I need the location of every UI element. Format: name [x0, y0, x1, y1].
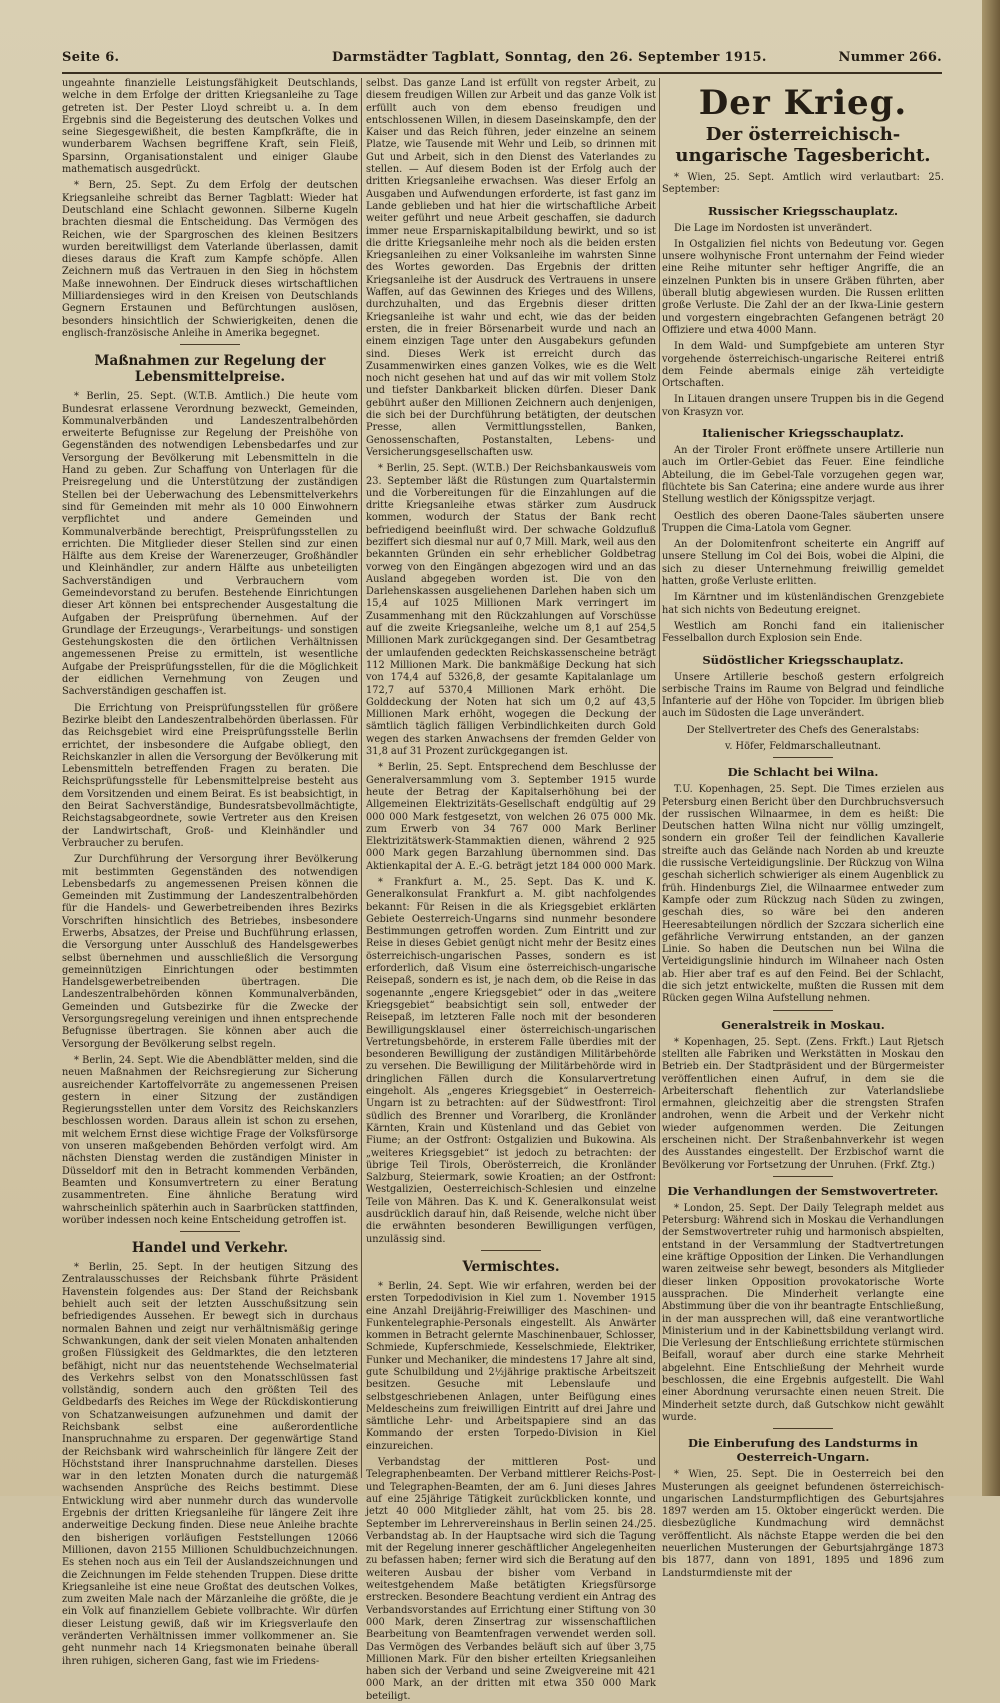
separator: [773, 1010, 833, 1011]
section-italienischer-kriegsschauplatz: Italienischer Kriegsschauplatz.: [702, 426, 904, 441]
article-text: Verbandstag der mittleren Post- und Telegraphenbeamten. Der Verband mittlerer Reichs-Post- und Telegraphen-Beamten, der am 6. Juni dieses Jahres auf eine 25jährige Tätigkeit zurückblicken konnte, und jetzt 40 000 Mitglieder zählt, hat vom 25. bis 28. September im Lehrervereinshaus in Berlin seinen 24./25. Verbandstag ab. In der Hauptsache wird sich die Tagung mit der Regelung innerer geschäftlicher Angelegenheiten zu befassen haben; ferner wird sich die Beratung auf den weiteren Ausbau der bisher vom Verband in weitestgehendem Maße betätigten Kriegsfürsorge erstrecken. Besondere Beachtung verdient ein Antrag des Verbandsvorstandes auf Errichtung einer Stiftung von 30 000 Mark, deren Zinsertrag zur wissenschaftlichen Bearbeitung von Beamtenfragen verwendet werden soll. Das Vermögen des Verbandes beläuft sich auf über 3,75 Millionen Mark. Für den bisher erteilten Kriegsanleihen haben sich der Verband und seine Zweigvereine mit 421 000 Mark, an der dritten mit etwa 350 000 Mark beteiligt.: [366, 1457, 656, 1702]
article-text: Westlich am Ronchi fand ein italienischer Fesselballon durch Explosion sein Ende.: [662, 620, 944, 645]
masthead-date: Darmstädter Tagblatt, Sonntag, den 26. September 1915.: [332, 50, 767, 65]
separator: [773, 1176, 833, 1177]
column-3: [662, 78, 944, 1579]
separator: [481, 1250, 541, 1251]
article-text: * Berlin, 25. Sept. In der heutigen Sitzung des Zentralausschusses der Reichsbank führte Präsident Havenstein folgendes aus: Der Stand der Reichsbank behielt auch seit der letzten Ausschußsitzung sein befriedigendes Aussehen. Er bewegt sich in durchaus normalen Bahnen und zeigt nur verhältnismäßig geringe Schwankungen, dank der seit vielen Monaten anhaltenden großen Flüssigkeit des Geldmarktes, die den letzteren befähigt, nicht nur das neuentstehende Wechselmaterial des Verkehrs selbst von den Monatsschlüssen fast vollständig, sondern auch den größten Teil des Geldbedarfs des Reiches im Wege der Rückdiskontierung von Schatzanweisungen aufzunehmen und damit der Reichsbank selbst eine außerordentliche Inanspruchnahme zu ersparen. Der gegenwärtige Stand der Reichsbank wird wahrscheinlich für längere Zeit der Höchststand ihrer Inanspruchnahme darstellen. Dieses war in den letzten Monaten durch die naturgemäß wachsenden Ansprüche des Reichs bestimmt. Diese Entwicklung wird aber nunmehr durch das wundervolle Ergebnis der dritten Kriegsanleihe für längere Zeit ihre anderweitige Deckung finden. Diese neue Anleihe brachte den bisherigen vorläufigen Feststellungen 12066 Millionen, davon 2155 Millionen Schuldbuchzeichnungen. Es stehen noch aus ein Teil der Auslandszeichnungen und die Zeichnungen im Felde stehenden Truppen. Diese dritte Kriegsanleihe ist eine neue Großtat des deutschen Volkes, zum zweiten Male nach der Märzanleihe die größte, die je ein Volk auf finanziellem Gebiete vollbrachte. Wir dürfen dieser Leistung gewiß, daß wir im Kriegsverlaufe den veränderten Verhältnissen immer vollkommener an. Sie geht nunmehr nach 14 Kriegsmonaten beinahe überall ihren ruhigen, sicheren Gang, fast wie im Friedens-: [62, 1262, 358, 1667]
article-text: In Ostgalizien fiel nichts von Bedeutung vor. Gegen unsere wolhynische Front unternahm der Feind wieder eine Reihe mitunter sehr heftiger Angriffe, die an einzelnen Punkten bis in unsere Gräben führten, aber überall blutig abgewiesen wurden. Die Russen erlitten große Verluste. Die Zahl der an der Ikwa-Linie gestern und vorgestern eingebrachten Gefangenen beträgt 20 Offiziere und etwa 4000 Mann.: [662, 238, 944, 336]
headline-lebensmittelpreise: Maßnahmen zur Regelung der Lebensmittelpreise.: [94, 353, 326, 386]
article-text: * Berlin, 25. Sept. (W.T.B. Amtlich.) Die heute vom Bundesrat erlassene Verordnung bezweckt, Gemeinden, Kommunalverbänden und Landeszentralbehörden erweiterte Befugnisse zur Regelung der Preishöhe von Gegenständen des notwendigen Lebensbedarfes und zur Versorgung der Bevölkerung mit Lebensmitteln in die Hand zu geben. Zur Schaffung von Unterlagen für die Preisregelung und die Unterstützung der zuständigen Stellen bei der Ueberwachung des Lebensmittelverkehrs sind für Gemeinden mit mehr als 10 000 Einwohnern verpflichtet und andere Gemeinden und Kommunalverbände berechtigt, Preisprüfungsstellen zu errichten. Die Mitglieder dieser Stellen sind zur einen Hälfte aus dem Kreise der Warenerzeuger, Großhändler und Kleinhändler, zur andern Hälfte aus unbeteiligten Sachverständigen und Verbrauchern vom Gemeindevorstand zu berufen. Bestehende Einrichtungen dieser Art können bei entsprechender Ausgestaltung die Aufgaben der Preisprüfung übernehmen. Auf der Grundlage der Erzeugungs-, Verarbeitungs- und sonstigen Gestehungskosten die den örtlichen Verhältnissen angemessenen Preise zu ermitteln, ist wesentliche Aufgabe der Preisprüfungsstellen, für die die Möglichkeit der eidlichen Vernehmung von Zeugen und Sachverständigen geschaffen ist.: [62, 391, 358, 698]
article-text: * Berlin, 25. Sept. (W.T.B.) Der Reichsbankausweis vom 23. September läßt die Rüstungen zum Quartalstermin und die Vorbereitungen für die Einzahlungen auf die dritte Kriegsanleihe etwas stärker zum Ausdruck kommen, wodurch der Status der Bank recht befriedigend beeinflußt wird. Der schwache Goldzufluß beziffert sich diesmal nur auf 0,7 Mill. Mark, weil aus den bekannten Gründen ein sehr erheblicher Goldbetrag vorweg von den Eingängen abgezogen wird und an das Ausland abgegeben worden ist. Die von den Darlehenskassen ausgeliehenen Darlehen haben sich um 15,4 auf 1025 Millionen Mark verringert im Zusammenhang mit den Rückzahlungen auf Vorschüsse auf die zweite Kriegsanleihe, welche um 8,1 auf 254,5 Millionen Mark zurückgegangen sind. Der Gesamtbetrag der umlaufenden gedeckten Reichskassenscheine beträgt 112 Millionen Mark. Die bankmäßige Deckung hat sich von 174,4 auf 5326,8, der gesamte Kapitalanlage um 172,7 auf 5370,4 Millionen Mark erhöht. Die Golddeckung der Noten hat sich um 0,2 auf 43,5 Millionen Mark erhöht, wogegen die Deckung der sämtlich täglich fälligen Verbindlichkeiten durch Gold wegen des starken Anwachsens der fremden Gelder von 31,8 auf 31 Prozent zurückgegangen ist.: [366, 463, 656, 758]
article-text: * Wien, 25. Sept. Amtlich wird verlautbart: 25. September:: [662, 172, 944, 196]
article-text: Unsere Artillerie beschoß gestern erfolgreich serbische Trains im Raume von Belgrad und feindliche Infanterie auf der Höhe von Topcider. Im übrigen blieb auch im Südosten die Lage unverändert.: [662, 671, 944, 720]
headline-generalstreik-moskau: Generalstreik in Moskau.: [721, 1017, 885, 1032]
article-text: Die Errichtung von Preisprüfungsstellen für größere Bezirke bleibt den Landeszentralbehörden überlassen. Für das Reichsgebiet wird eine Preisprüfungsstelle Berlin errichtet, der insbesondere die Aufgabe obliegt, den Reichskanzler in allen die Versorgung der Bevölkerung mit Lebensmitteln betreffenden Fragen zu beraten. Die Reichsprüfungsstelle für Lebensmittelpreise besteht aus dem Vorsitzenden und einem Beirat. Es ist beabsichtigt, in den Beirat Sachverständige, Bundesratsbevollmächtigte, Reichstagsabgeordnete, sowie Vertreter aus den Kreisen der Landwirtschaft, Groß- und Kleinhändler und Verbraucher zu berufen.: [62, 702, 358, 849]
headline-schlacht-bei-wilna: Die Schlacht bei Wilna.: [727, 765, 879, 780]
page-spine-shadow: [982, 0, 1000, 1496]
article-text: Im Kärntner und im küstenländischen Grenzgebiete hat sich nichts von Bedeutung ereignet.: [662, 592, 944, 616]
article-text: * London, 25. Sept. Der Daily Telegraph meldet aus Petersburg: Während sich in Moskau die Verhandlungen der Semstwovertreter ruhig und harmonisch abspielten, entstand in der Versammlung der Stadtvertretungen eine kräftige Opposition der Linken. Die Verhandlungen waren zeitweise sehr bewegt, besonders als Mitglieder dieser linken Opposition provokatorische Worte aussprachen. Die Minderheit verlangte eine Abstimmung über die von ihr beantragte Entschließung, in der man aussprechen will, daß eine verantwortliche Ministerium und in der Kabinettsbildung verlangt wird. Die Verlesung der Entschließung errichtete stürmischen Beifall, worauf aber durch eine starke Mehrheit abgelehnt. Eine Entschließung der Mehrheit wurde beschlossen, die eine Ergebnis aufgestellt. Die Wahl einer Abordnung verursachte einen neuen Streit. Die Minderheit setzte durch, daß Gutschkow nicht gewählt wurde.: [662, 1202, 944, 1423]
article-text: Zur Durchführung der Versorgung ihrer Bevölkerung mit bestimmten Gegenständen des notwendigen Lebensbedarfs zu angemessenen Preisen können die Gemeinden mit Zustimmung der Landeszentralbehörden für die Handels- und Gewerbetreibenden ihres Bezirks Vorschriften hinsichtlich des Betriebes, insbesondere Erwerbs, Absatzes, der Preise und Buchführung erlassen, die Versorgung unter Ausschluß des Handelsgewerbes selbst übernehmen und ausschließlich die Versorgung gemeinnützigen Einrichtungen oder bestimmten Handelsgewerbetreibenden übertragen. Die Landeszentralbehörden können Kommunalverbänden, Gemeinden und Gutsbezirke für die Zwecke der Versorgungsregelung vereinigen und ihnen entsprechende Befugnisse übertragen. Sie können aber auch die Versorgung der Bevölkerung selbst regeln.: [62, 854, 358, 1050]
section-russischer-kriegsschauplatz: Russischer Kriegsschauplatz.: [707, 203, 899, 218]
column-1: [62, 78, 358, 1667]
article-text: * Wien, 25. Sept. Die in Oesterreich bei den Musterungen als geeignet befundenen österreichisch-ungarischen Landsturmpflichtigen des Geburtsjahres 1897 werden am 15. Oktober eingerückt werden. Die diesbezügliche Kundmachung wird demnächst veröffentlicht. Als nächste Etappe werden die bei den neuerlichen Musterungen der Geburtsjahrgänge 1873 bis 1877, dann von 1891, 1895 und 1896 zum Landsturmdienste mit der: [662, 1469, 944, 1579]
article-text: ungeahnte finanzielle Leistungsfähigkeit Deutschlands, welche in dem Erfolge der dritten Kriegsanleihe zu Tage getreten ist. Der Pester Lloyd schreibt u. a. In dem Ergebnis sind die Begeisterung des deutschen Volkes und seine Siegesgewißheit, die besten Kampfkräfte, die in wunderbarem Wachsen begriffene Kraft, sein Fleiß, Sparsinn, Organisationstalent und einiger Glaube mathematisch ausgedrückt.: [62, 78, 358, 176]
section-suedoestlicher-kriegsschauplatz: Südöstlicher Kriegsschauplatz.: [702, 652, 904, 667]
article-text: * Berlin, 24. Sept. Wie wir erfahren, werden bei der ersten Torpedodivision in Kiel zum 1. November 1915 eine Anzahl Dreijährig-Freiwilliger des Maschinen- und Funkentelegraphie-Personals eingestellt. Als Anwärter kommen in Betracht gelernte Maschinenbauer, Schlosser, Schmiede, Kupferschmiede, Kesselschmiede, Elektriker, Funker und Mechaniker, die mindestens 17 Jahre alt sind, gute Schulbildung und 2½jährige praktische Arbeitszeit besitzen. Gesuche mit Lebenslaufe und selbstgeschriebenen Anlagen, unter Beifügung eines Meldescheins zum freiwilligen Eintritt auf drei Jahre und sämtliche Lehr- und Arbeitspapiere sind an das Kommando der ersten Torpedo-Division in Kiel einzureichen.: [366, 1280, 656, 1452]
article-text: * Kopenhagen, 25. Sept. (Zens. Frkft.) Laut Rjetsch stellten alle Fabriken und Werkstätten in Moskau den Betrieb ein. Der Stadtpräsident und der Bürgermeister veröffentlichen einen Aufruf, in dem sie die Arbeiterschaft flehentlich zur Vaterlandsliebe ermahnen, gleichzeitig aber die strengsten Strafen androhen, wenn die Arbeit und der Verkehr nicht wieder aufgenommen werden. Die Zeitungen erscheinen nicht. Der Straßenbahnverkehr ist wegen des Ausstandes eingestellt. Der Erzbischof warnt die Bevölkerung vor Fortsetzung der Unruhen. (Frkf. Ztg.): [662, 1036, 944, 1171]
headline-einberufung-landsturm: Die Einberufung des Landsturms in Oesterreich-Ungarn.: [687, 1436, 918, 1465]
article-text: * Bern, 25. Sept. Zu dem Erfolg der deutschen Kriegsanleihe schreibt das Berner Tagblatt: Wieder hat Deutschland eine Schlacht gewonnen. Silberne Kugeln brachten diesmal die Entscheidung. Das Vermögen des Reichen, wie der Spargroschen des kleinen Besitzers wurden bereitwilligst dem Vaterlande überlassen, damit dieses daraus die Kraft zum Kampfe schöpfe. Allen Zeichnern muß das Vertrauen in den Sieg in höchstem Maße innewohnen. Der Eindruck dieses wirtschaftlichen Milliardensieges wird in den Kreisen von Deutschlands Gegnern Erstaunen und Befürchtungen auslösen, besonders hinsichtlich der Schwierigkeiten, denen die englisch-französische Anleihe in Amerika begegnet.: [62, 180, 358, 339]
issue-number: Nummer 266.: [838, 50, 942, 65]
separator: [773, 1428, 833, 1429]
signature-name: v. Höfer, Feldmarschalleutnant.: [724, 740, 882, 752]
article-text: Die Lage im Nordosten ist unverändert.: [674, 222, 873, 234]
article-text: In Litauen drangen unsere Truppen bis in die Gegend von Krasyzn vor.: [662, 394, 944, 418]
article-text: An der Dolomitenfront scheiterte ein Angriff auf unsere Stellung im Col dei Bois, wobei die Alpini, die sich zu dieser Unternehmung freiwillig gemeldet hatten, große Verluste erlitten.: [662, 539, 944, 588]
header-rule: [62, 72, 942, 74]
page-number: Seite 6.: [62, 50, 120, 65]
article-text: selbst. Das ganze Land ist erfüllt von regster Arbeit, zu diesem freudigen Willen zur Arbeit und das ganze Volk ist erfüllt auch von dem ebenso freudigen und entschlossenen Willen, in diesem Daseinskampfe, den der Kaiser und das Reich führen, jeder einzelne an seinem Platze, wie Tausende mit Wehr und Leib, so drinnen mit Gut und Arbeit, sich in den Dienst des Vaterlandes zu stellen. — Auf diesem Boden ist der Erfolg auch der dritten Kriegsanleihe erwachsen. Was dieser Erfolg an Ausgaben und Aufwendungen erforderte, ist fast ganz im Lande geblieben und hat hier die wirtschaftliche Arbeit weiter geführt und neue Arbeit geschaffen, sie dadurch immer neue Ersparniskapitalbildung bewirkt, und so ist die dritte Kriegsanleihe mehr noch als die beiden ersten Kriegsanleihen zu einer Volksanleihe im wahrsten Sinne des Wortes geworden. Das Ergebnis der dritten Kriegsanleihe ist der Ausdruck des Vertrauens in unsere Waffen, auf das Gewinnen des Krieges und des Willens, durchzuhalten, und das Ergebnis dieser dritten Kriegsanleihe ist wahr und echt, wie das der beiden ersten, die in freier Börsenarbeit wurde und nach an einem einzigen Tage unter den Ausgabekurs gefunden sind. Dieses Werk ist erreicht durch das Zusammenwirken eines ganzen Volkes, wie es die Welt noch nicht gesehen hat und auf das wir mit vollem Stolz und tiefster Dankbarkeit blicken dürfen. Dieser Dank gebührt außer den Millionen Zeichnern auch denjenigen, die sich bei der Durchführung betätigten, der deutschen Presse, allen Vermittlungsstellen, Banken, Genossenschaften, Postanstalten, Lebens- und Versicherungsgesellschaften usw.: [366, 78, 656, 458]
headline-der-krieg: Der Krieg.: [698, 83, 908, 123]
headline-semstwovertreter: Die Verhandlungen der Semstwovertreter.: [667, 1183, 939, 1198]
signature-title: Der Stellvertreter des Chefs des Generalstabs:: [686, 724, 920, 736]
page-header: [62, 50, 942, 72]
column-2: [366, 78, 656, 1702]
column-divider-2: [659, 78, 660, 1478]
separator: [773, 757, 833, 758]
article-text: T.U. Kopenhagen, 25. Sept. Die Times erzielen aus Petersburg einen Bericht über den Durchbruchsversuch der russischen Wilnaarmee, in dem es heißt: Die Deutschen hatten Wilna nicht nur völlig umzingelt, sondern ein großer Teil der feindlichen Kavallerie streifte auch das Gelände nach Norden ab und kreuzte die russische Verteidigungslinie. Der Rückzug von Wilna geschah sicherlich schwieriger als einem Augenblick zu früh. Hindenburgs Ziel, die Wilnaarmee entweder zum Kampfe oder zum Rückzug nach Süden zu zwingen, geschah dies, so wäre bei den anderen Heeresabteilungen nördlich der Szczara sicherlich eine gefährliche Verwirrung entstanden, an der ganzen Linie. So haben die Deutschen nun bei Wilna die Verteidigungslinie hindurch im Wilnaheer nach Osten ab. Hier aber traf es auf den Feind. Bei der Schlacht, die sich jetzt entwickelte, mußten die Russen mit dem Rücken gegen Wilna Aufstellung nehmen.: [662, 784, 944, 1005]
subheadline-tagesbericht: Der österreichisch-ungarische Tagesbericht.: [675, 124, 931, 166]
article-text: In dem Wald- und Sumpfgebiete am unteren Styr vorgehende österreichisch-ungarische Reiterei entriß dem Feinde abermals einige zäh verteidigte Ortschaften.: [662, 341, 944, 390]
article-text: * Berlin, 25. Sept. Entsprechend dem Beschlusse der Generalversammlung vom 3. September 1915 wurde heute der Betrag der Kapitalserhöhung bei der Allgemeinen Elektrizitäts-Gesellschaft endgültig auf 29 000 000 Mark festgesetzt, von welchen 26 075 000 Mk. zum Erwerb von 34 767 000 Mark Berliner Elektrizitätswerk-Stammaktien dienen, während 2 925 000 Mark gegen Barzahlung übernommen sind. Das Aktienkapital der A. E.-G. beträgt jetzt 184 000 000 Mark.: [366, 762, 656, 872]
headline-handel-und-verkehr: Handel und Verkehr.: [131, 1240, 289, 1257]
article-text: * Frankfurt a. M., 25. Sept. Das K. und K. Generalkonsulat Frankfurt a. M. gibt nachfolgendes bekannt: Für Reisen in die als Kriegsgebiet erklärten Gebiete Oesterreich-Ungarns sind nunmehr besondere Bestimmungen getroffen worden. Zum Eintritt und zur Reise in dieses Gebiet genügt nicht mehr der Besitz eines österreichisch-ungarischen Passes, sondern es ist erforderlich, daß Visum eine österreichisch-ungarische Reisepaß, sondern es ist, je nach dem, ob die Reise in das sogenannte „engere Kriegsgebiet“ oder in das „weitere Kriegsgebiet“ beabsichtigt sein soll, entweder der Reisepaß, im letzteren Falle noch mit der besonderen Bewilligungsklausel einer österreichisch-ungarischen Vertretungsbehörde, in ersterem Falle überdies mit der besonderen Bewilligung der zuständigen Militärbehörde zu versehen. Die Bewilligung der Militärbehörde wird in dringlichen Fällen durch die Konsularvertretung eingeholt. Als „engeres Kriegsgebiet“ in Oesterreich-Ungarn ist zu betrachten: auf der Südwestfront: Tirol südlich des Brenner und Vorarlberg, die Kronländer Kärnten, Krain und Küstenland und das Gebiet von Fiume; an der Ostfront: Ostgalizien und Bukowina. Als „weiteres Kriegsgebiet“ ist jedoch zu betrachten: der übrige Teil Tirols, Oberösterreich, die Kronländer Salzburg, Steiermark, sowie Kroatien; an der Ostfront: Westgalizien, Oesterreichisch-Schlesien und einzelne Teile von Mähren. Das K. und K. Generalkonsulat weist ausdrücklich darauf hin, daß Reisende, welche nicht über die erwähnten besonderen Bewilligungen verfügen, unzulässig sind.: [366, 877, 656, 1245]
headline-vermischtes: Vermischtes.: [462, 1258, 560, 1275]
column-divider-1: [361, 78, 362, 1478]
article-text: Oestlich des oberen Daone-Tales säuberten unsere Truppen die Cima-Latola vom Gegner.: [662, 510, 944, 534]
separator: [180, 344, 240, 345]
article-text: * Berlin, 24. Sept. Wie die Abendblätter melden, sind die neuen Maßnahmen der Reichsregierung zur Sicherung ausreichender Kartoffelvorräte zu angemessenen Preisen gestern in einer Sitzung der zuständigen Regierungsstellen unter dem Vorsitz des Reichskanzlers beschlossen worden. Daraus allein ist schon zu ersehen, mit welchem Ernst diese wichtige Frage der Volksfürsorge von unseren maßgebenden Behörden verfolgt wird. Am nächsten Dienstag werden die zuständigen Minister in Düsseldorf mit den in Betracht kommenden Verbänden, Beamten und Konsumvertretern zu einer Beratung zusammentreten. Eine ähnliche Beratung wird wahrscheinlich späterhin auch in Saarbrücken stattfinden, worüber indessen noch keine Entscheidung getroffen ist.: [62, 1054, 358, 1226]
separator: [180, 1231, 240, 1232]
article-text: An der Tiroler Front eröffnete unsere Artillerie nun auch im Ortler-Gebiet das Feuer. Eine feindliche Abteilung, die im Gebel-Tale vorzugehen gegen war, flüchtete bis San Caterina; eine andere wurde aus ihrer Stellung westlich der Königsspitze verjagt.: [662, 445, 944, 506]
